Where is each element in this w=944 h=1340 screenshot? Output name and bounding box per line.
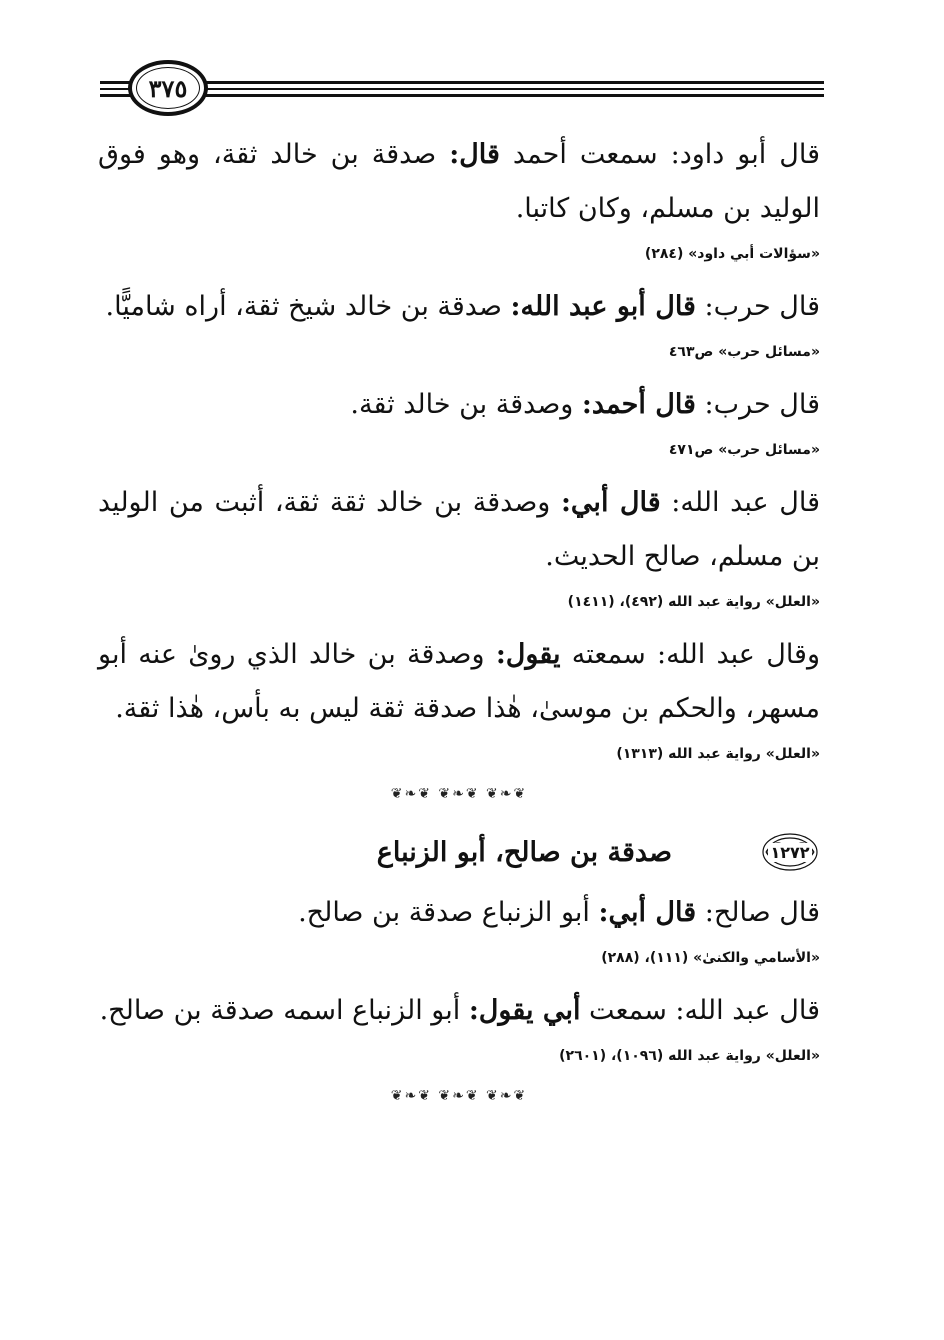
entry-quotes	[98, 886, 820, 1066]
quote-text: وقال عبد الله: سمعته	[560, 639, 820, 670]
entry-heading	[98, 824, 820, 880]
section-divider: ❦❧❦ ❦❧❦ ❦❧❦	[390, 1088, 528, 1104]
quote-text: قال حرب:	[695, 291, 820, 322]
quote-text: أبو الزنباع اسمه صدقة بن صالح.	[99, 995, 469, 1026]
entry-quotes-previous	[98, 128, 820, 764]
quote-text: صدقة بن خالد ثقة، وهو فوق الوليد بن مسلم، وكان كاتبا.	[98, 139, 820, 224]
quote-speaker-bold: قال أبي:	[560, 487, 661, 518]
entry-number: ١٢٧٢	[770, 842, 810, 862]
quote-text: وصدقة بن خالد ثقة.	[350, 389, 582, 420]
source-citation: «العلل» رواية عبد الله (١٠٩٦)، (٢٦٠١)	[559, 1048, 820, 1064]
quote-speaker-bold: أبي يقول:	[468, 995, 581, 1026]
quote-speaker-bold: قال أحمد:	[581, 389, 696, 420]
header-rule	[100, 81, 824, 84]
source-citation: «العلل» رواية عبد الله (١٣١٣)	[616, 746, 820, 762]
quote-paragraph	[98, 128, 820, 236]
page-number: ٣٧٥	[148, 73, 188, 103]
quote-paragraph	[98, 280, 820, 334]
quote-paragraph	[98, 886, 820, 940]
source-citation: «الأسامي والكنىٰ» (١١١)، (٢٨٨)	[601, 950, 820, 966]
section-divider: ❦❧❦ ❦❧❦ ❦❧❦	[390, 786, 528, 802]
quote-text: قال صالح:	[696, 897, 820, 928]
quote-paragraph	[98, 628, 820, 736]
quote-text: قال أبو داود: سمعت أحمد	[499, 139, 820, 170]
quote-paragraph	[98, 476, 820, 584]
source-citation: «سؤالات أبي داود» (٢٨٤)	[644, 246, 820, 262]
quote-text: قال عبد الله: سمعت	[580, 995, 820, 1026]
header-rule	[100, 94, 824, 97]
quote-paragraph	[98, 378, 820, 432]
entry-number-badge	[760, 830, 820, 874]
quote-text: صدقة بن خالد شيخ ثقة، أراه شاميًّا.	[105, 291, 511, 322]
quote-text: أبو الزنباع صدقة بن صالح.	[298, 897, 599, 928]
quote-speaker-bold: قال أبي:	[598, 897, 697, 928]
source-citation: «العلل» رواية عبد الله (٤٩٢)، (١٤١١)	[567, 594, 820, 610]
quote-speaker-bold: قال أبو عبد الله:	[510, 291, 696, 322]
quote-speaker-bold: قال:	[449, 139, 500, 170]
source-citation: «مسائل حرب» ص٤٦٣	[668, 344, 820, 360]
header-rule	[100, 88, 824, 90]
quote-text: قال حرب:	[695, 389, 820, 420]
quote-text: وصدقة بن خالد ثقة ثقة، أثبت من الوليد بن مسلم، صالح الحديث.	[98, 487, 820, 572]
page-number-badge	[128, 60, 208, 116]
page-body	[98, 128, 820, 1126]
quote-text: قال عبد الله:	[660, 487, 820, 518]
source-citation: «مسائل حرب» ص٤٧١	[668, 442, 820, 458]
quote-paragraph	[98, 984, 820, 1038]
quote-speaker-bold: يقول:	[495, 639, 561, 670]
quote-text: وصدقة بن خالد الذي روىٰ عنه أبو مسهر، والحكم بن موسىٰ، هٰذا صدقة ثقة ليس به بأس، هٰذا ثقة.	[98, 639, 820, 724]
entry-title: صدقة بن صالح، أبو الزنباع	[376, 836, 672, 868]
